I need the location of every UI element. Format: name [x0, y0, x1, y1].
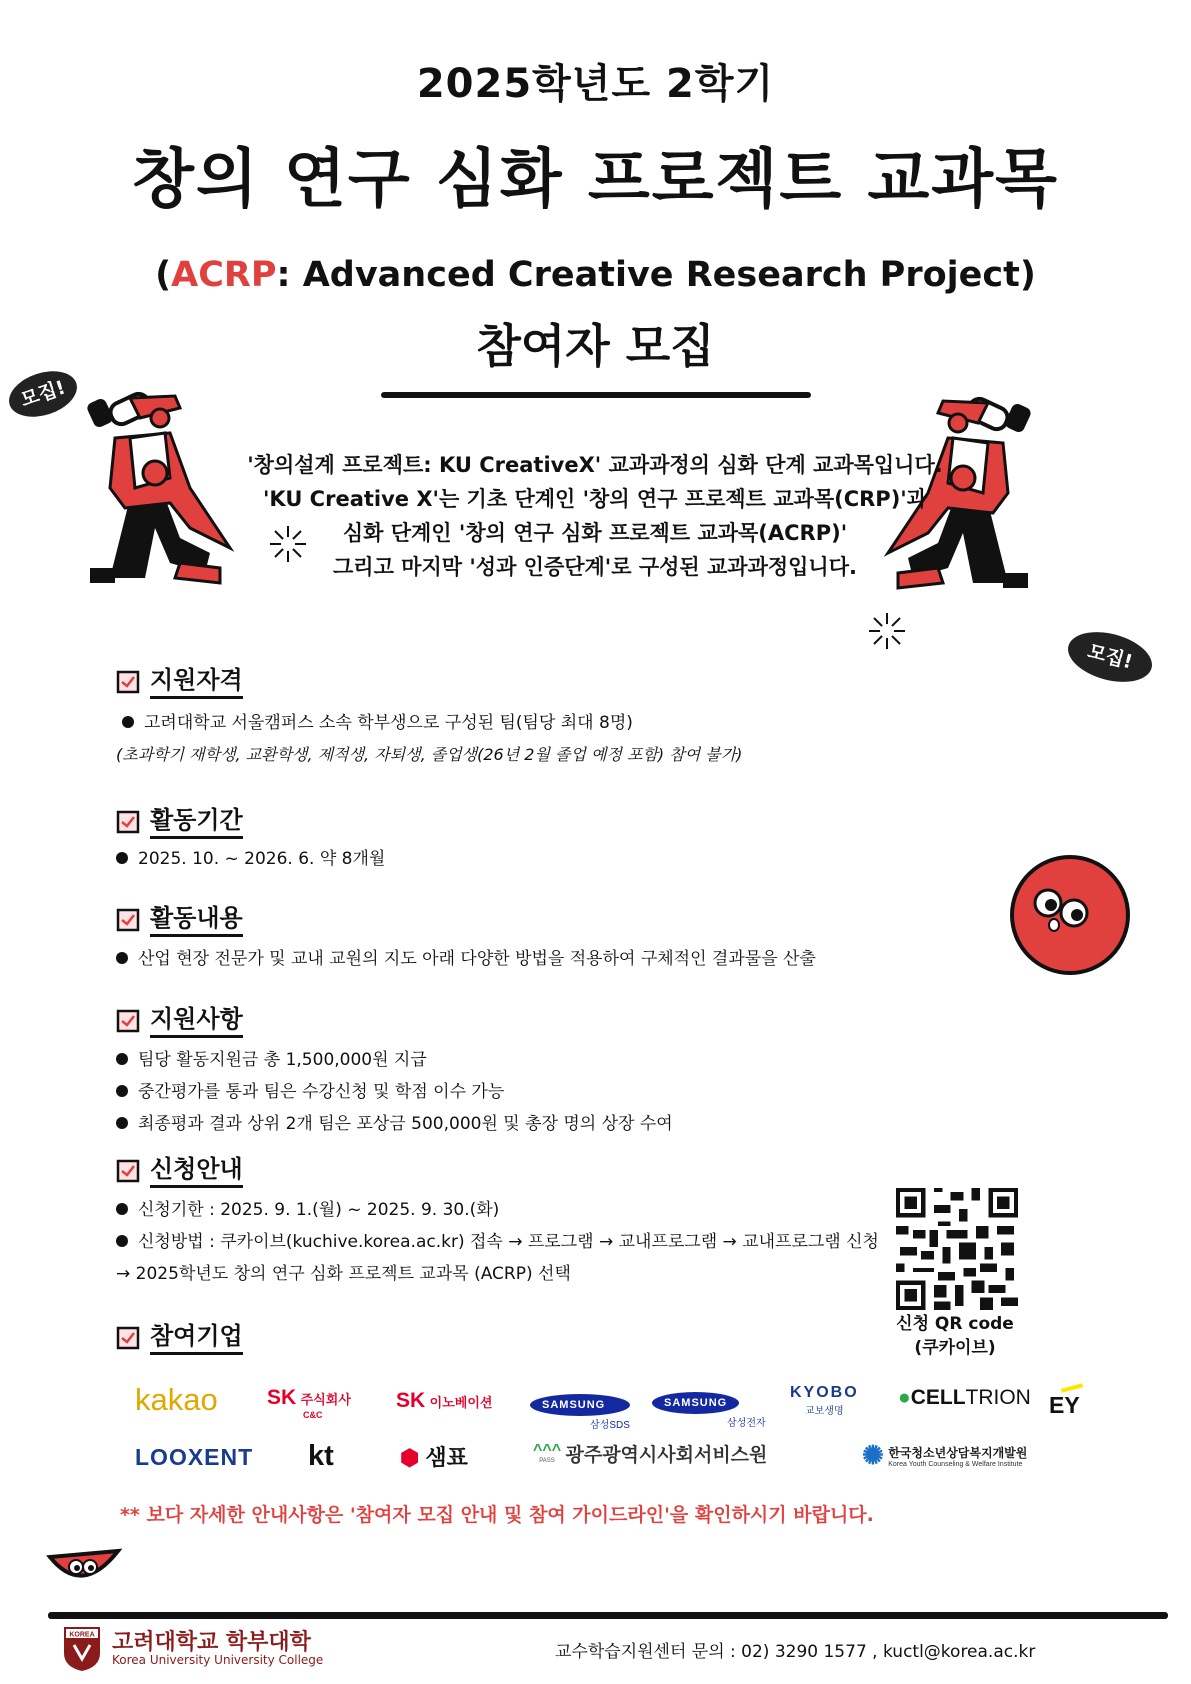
kyobo-kr: 교보생명	[805, 1406, 844, 1417]
period-text: 2025. 10. ~ 2026. 6. 약 8개월	[138, 849, 386, 869]
apply-text: 신청방법 : 쿠카이브(kuchive.korea.ac.kr) 접속 → 프로그램 → 교내프로그램 → 교내프로그램 신청	[138, 1232, 879, 1252]
kyobo-name: KYOBO	[790, 1384, 859, 1401]
section-title: 신청안내	[150, 1154, 243, 1188]
eligibility-text: 고려대학교 서울캠퍼스 소속 학부생으로 구성된 팀(팀당 최대 8명)	[144, 713, 633, 733]
bullet-icon	[122, 716, 134, 728]
section-title: 참여기업	[150, 1321, 243, 1355]
section-title: 지원사항	[150, 1004, 243, 1038]
period-item	[116, 843, 385, 875]
celltrion-dot-icon: ●	[898, 1386, 911, 1409]
checkbox-icon	[116, 1009, 140, 1033]
intro-line: 'KU Creative X'는 기초 단계인 '창의 연구 프로젝트 교과목(CRP)'과	[262, 487, 928, 511]
kt-logo: kt	[308, 1440, 334, 1472]
qr-label-line: 신청 QR code	[896, 1314, 1014, 1334]
content-text: 산업 현장 전문가 및 교내 교원의 지도 아래 다양한 방법을 적용하여 구체적인 결과물을 산출	[138, 949, 816, 969]
sempio-logo	[400, 1441, 468, 1472]
sparkle-icon	[867, 611, 907, 651]
red-ball-character-illustration	[1008, 853, 1132, 977]
title-divider	[381, 392, 811, 398]
bullet-icon	[116, 1117, 128, 1129]
bullet-icon	[116, 1085, 128, 1097]
apply-item	[116, 1194, 879, 1226]
footer-contact: 교수학습지원센터 문의 : 02) 3290 1577 , kuctl@korea.ac.kr	[555, 1642, 1036, 1662]
footer-school-name-en: Korea University University College	[112, 1653, 324, 1667]
apply-text: 신청기한 : 2025. 9. 1.(월) ~ 2025. 9. 30.(화)	[138, 1200, 500, 1220]
content-item	[116, 943, 816, 975]
apply-item	[116, 1226, 879, 1258]
samsung-sds-logo	[530, 1394, 630, 1431]
section-companies	[116, 1321, 243, 1355]
main-title: 창의 연구 심화 프로젝트 교과목	[132, 143, 1059, 217]
skcc-name: 주식회사	[300, 1392, 351, 1407]
samsung-sds-name: 삼성SDS	[590, 1420, 630, 1431]
qr-label-line: (쿠카이브)	[914, 1338, 996, 1358]
bullet-icon	[116, 1203, 128, 1215]
checkbox-icon	[116, 670, 140, 694]
notice-text: ** 보다 자세한 안내사항은 '참여자 모집 안내 및 참여 가이드라인'을 확인하시기 바랍니다.	[120, 1504, 874, 1526]
bullet-icon	[116, 1235, 128, 1247]
section-period	[116, 805, 385, 875]
support-item	[116, 1044, 673, 1076]
bullet-icon	[116, 1053, 128, 1065]
skinno-name: 이노베이션	[429, 1395, 493, 1410]
year-title: 2025학년도 2학기	[416, 61, 775, 107]
intro-line: 그리고 마지막 '성과 인증단계'로 구성된 교과과정입니다.	[333, 555, 857, 579]
sempio-mark-icon: ⬢	[400, 1445, 420, 1470]
intro-line: '창의설계 프로젝트: KU CreativeX' 교과과정의 심화 단계 교과목입니다.	[247, 453, 943, 477]
celltrion-part-b: TRION	[965, 1386, 1031, 1409]
watermelon-character-illustration	[46, 1545, 122, 1593]
checkbox-icon	[116, 908, 140, 932]
subtitle-rest: : Advanced Creative Research Project)	[276, 255, 1036, 295]
qr-code-image[interactable]	[896, 1188, 1018, 1310]
support-item	[116, 1076, 673, 1108]
gwangju-social-service-logo	[533, 1440, 767, 1467]
footer-school-name: 고려대학교 학부대학	[112, 1630, 311, 1655]
support-item	[116, 1108, 673, 1140]
kyci-logo	[862, 1440, 1027, 1471]
apply-continuation: → 2025학년도 창의 연구 심화 프로젝트 교과목 (ACRP) 선택	[116, 1264, 571, 1284]
kyci-name: 한국청소년상담복지개발원	[888, 1445, 1028, 1460]
section-title: 활동내용	[150, 903, 243, 937]
footer-divider	[48, 1612, 1168, 1619]
korea-university-emblem-icon	[62, 1625, 102, 1673]
gwangju-name: 광주광역시사회서비스원	[565, 1445, 768, 1466]
subtitle-open: (	[155, 255, 172, 295]
samsung-elec-name: 삼성전자	[727, 1418, 766, 1429]
samsung-elec-mark: SAMSUNG	[652, 1392, 739, 1414]
skcc-sub: C&C	[303, 1410, 323, 1420]
kyobo-logo	[790, 1384, 859, 1417]
gwangju-mark-icon: ^^^	[533, 1441, 562, 1459]
bullet-icon	[116, 952, 128, 964]
subtitle	[0, 255, 1191, 295]
checkbox-icon	[116, 1326, 140, 1350]
intro-text	[150, 448, 1040, 584]
sempio-name: 샘표	[425, 1445, 468, 1470]
emblem-text: KOREA	[69, 1631, 95, 1639]
kakao-logo: kakao	[135, 1382, 218, 1417]
samsung-electronics-logo	[652, 1392, 766, 1429]
recruit-title: 참여자 모집	[476, 319, 715, 373]
ey-text: EY	[1049, 1392, 1080, 1418]
gwangju-pass: PASS	[539, 1457, 555, 1464]
checkbox-icon	[116, 1159, 140, 1183]
support-text: 최종평과 결과 상위 2개 팀은 포상금 500,000원 및 총장 명의 상장 수여	[138, 1114, 673, 1134]
ey-logo	[1049, 1392, 1080, 1419]
section-apply	[116, 1154, 879, 1290]
qr-label	[870, 1312, 1040, 1360]
section-eligibility	[116, 665, 742, 771]
checkbox-icon	[116, 810, 140, 834]
eligibility-item	[116, 707, 742, 739]
bullet-icon	[116, 852, 128, 864]
eligibility-note: (초과학기 재학생, 교환학생, 제적생, 자퇴생, 졸업생(26년 2월 졸업 예정 포함) 참여 불가)	[116, 745, 743, 764]
skinno-mark: SK	[396, 1389, 426, 1412]
section-title: 활동기간	[150, 805, 243, 839]
skcc-logo	[267, 1386, 351, 1420]
support-text: 중간평가를 통과 팀은 수강신청 및 학점 이수 가능	[138, 1082, 505, 1102]
celltrion-logo	[898, 1386, 1031, 1410]
skcc-mark: SK	[267, 1386, 297, 1409]
section-support	[116, 1004, 673, 1140]
section-title: 지원자격	[150, 665, 243, 699]
samsung-sds-mark: SAMSUNG	[530, 1394, 630, 1416]
celltrion-part-a: CELL	[910, 1386, 966, 1409]
intro-line: 심화 단계인 '창의 연구 심화 프로젝트 교과목(ACRP)'	[342, 521, 848, 545]
subtitle-acrp: ACRP	[171, 255, 277, 295]
kyci-mark-icon: ✺	[862, 1440, 884, 1470]
section-content	[116, 903, 816, 975]
kyci-name-en: Korea Youth Counseling & Welfare Institute	[888, 1460, 1023, 1468]
recruit-sticker-left: 모집!	[3, 363, 83, 425]
recruit-sticker-right: 모집!	[1063, 624, 1158, 691]
looxent-logo: LOOXENT	[135, 1444, 254, 1470]
support-text: 팀당 활동지원금 총 1,500,000원 지급	[138, 1050, 427, 1070]
sk-innovation-logo	[396, 1389, 492, 1413]
